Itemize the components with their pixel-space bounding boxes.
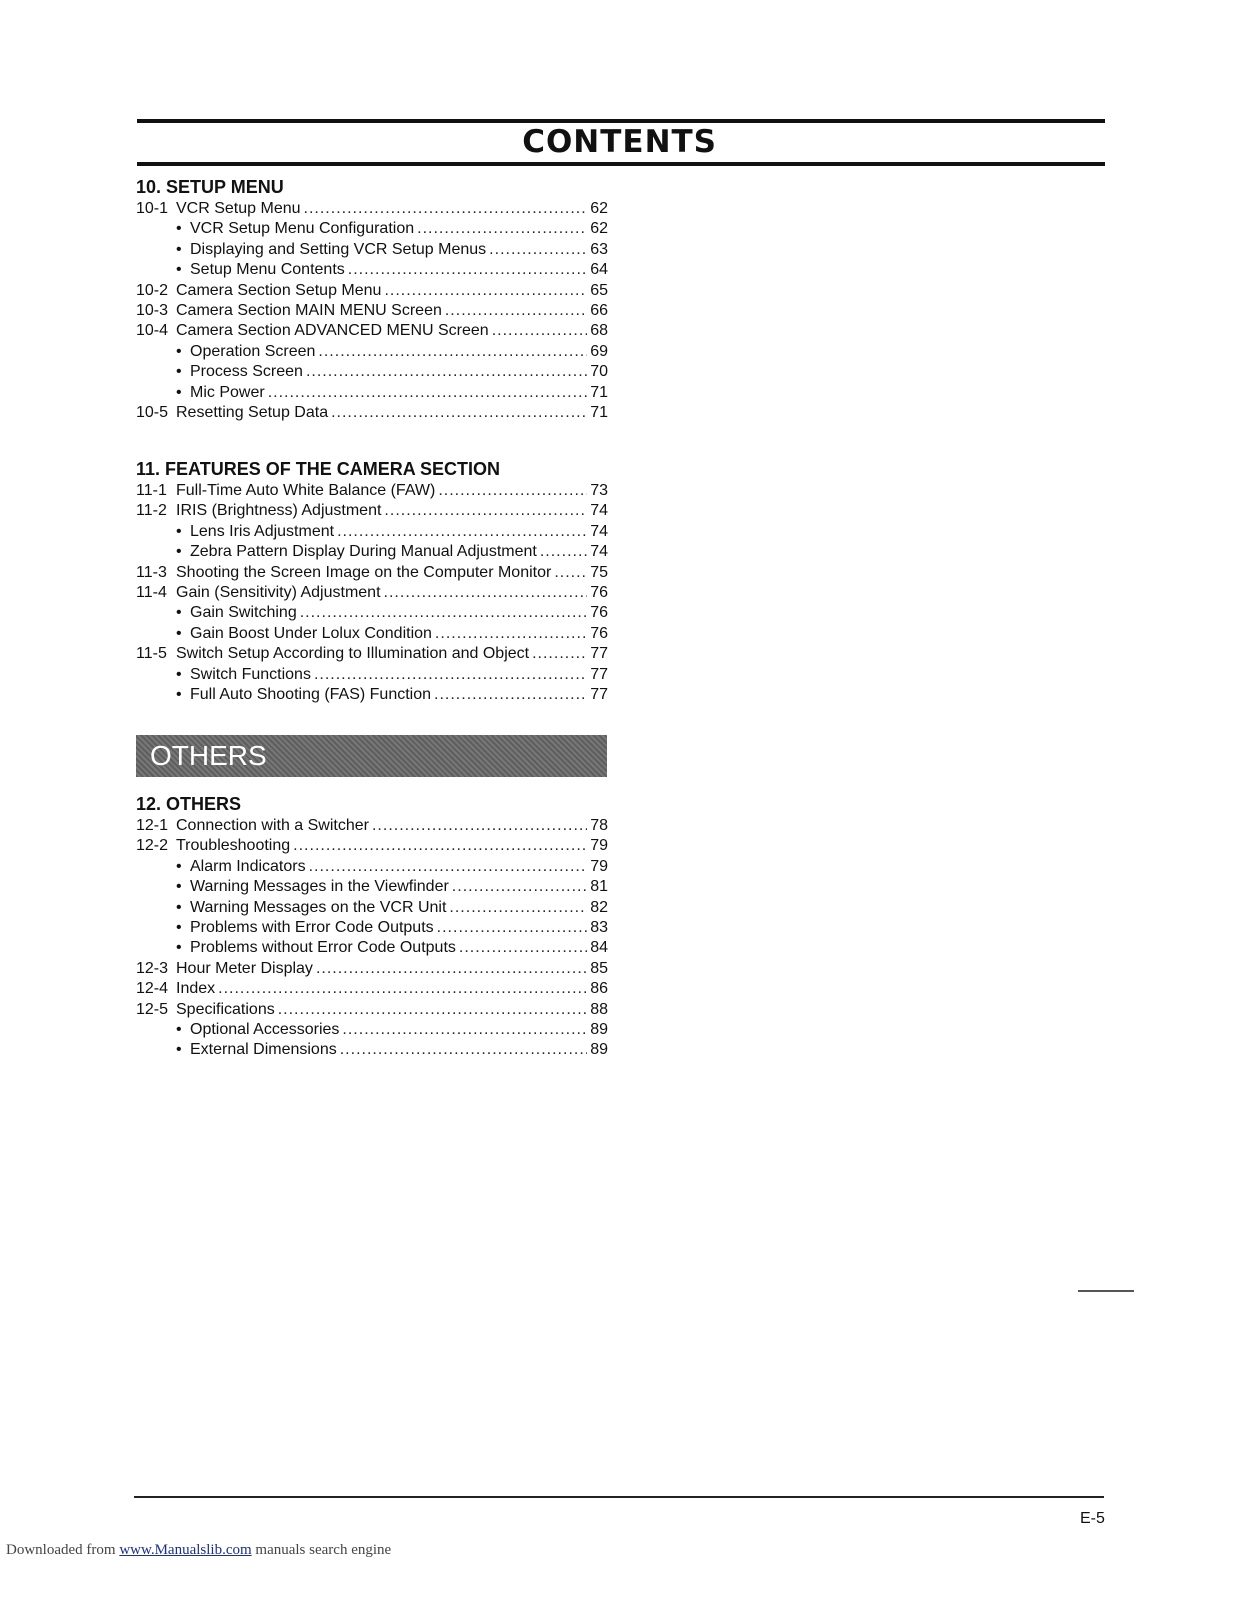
dot-leader [304, 199, 587, 219]
dot-leader [309, 857, 587, 877]
toc-entry-title: Displaying and Setting VCR Setup Menus [190, 240, 487, 258]
dot-leader [300, 603, 587, 623]
toc-entry-title: Full Auto Shooting (FAS) Function [190, 685, 432, 703]
bullet-icon: • [176, 624, 182, 642]
toc-section-setup-menu [136, 175, 608, 423]
toc-entry-page: 89 [590, 1041, 608, 1059]
toc-entry-page: 81 [590, 878, 608, 896]
footer-prefix: Downloaded from [6, 1542, 120, 1558]
dot-leader [435, 624, 587, 644]
toc-entry-number: 10-2 [136, 281, 169, 299]
toc-entry[interactable] [136, 301, 608, 321]
toc-entry-number: 10-4 [136, 322, 169, 340]
toc-entry[interactable] [136, 979, 608, 999]
toc-entry[interactable] [136, 542, 608, 562]
dot-leader [445, 301, 587, 321]
toc-entry-page: 79 [590, 837, 608, 855]
toc-entry[interactable] [136, 383, 608, 403]
toc-entry-title: Optional Accessories [190, 1020, 340, 1038]
toc-entry-title: Switch Functions [190, 665, 311, 683]
toc-entry-title: Warning Messages in the Viewfinder [190, 878, 449, 896]
bullet-icon: • [176, 363, 182, 381]
bullet-icon: • [176, 665, 182, 683]
dot-leader [417, 219, 587, 239]
toc-entry[interactable] [136, 816, 608, 836]
toc-entry-title: Specifications [176, 1000, 275, 1018]
toc-entry[interactable] [136, 685, 608, 705]
toc-entry-title: IRIS (Brightness) Adjustment [176, 502, 382, 520]
toc-entry-page: 71 [590, 403, 608, 421]
toc-entry-page: 64 [590, 261, 608, 279]
toc-entry-title: Full-Time Auto White Balance (FAW) [176, 482, 436, 499]
toc-entry-number: 12-4 [136, 980, 169, 998]
bullet-icon: • [176, 939, 182, 957]
toc-entry-title: Zebra Pattern Display During Manual Adjustment [190, 543, 537, 561]
toc-entry-title: Hour Meter Display [176, 959, 313, 977]
toc-entry[interactable] [136, 501, 608, 521]
others-banner [136, 735, 607, 777]
bullet-icon: • [176, 261, 182, 279]
toc-entry-title: Camera Section MAIN MENU Screen [176, 301, 442, 319]
toc-entry[interactable] [136, 199, 608, 219]
page-title: CONTENTS [522, 124, 717, 160]
dot-leader [340, 1040, 587, 1060]
toc-entry-title: External Dimensions [190, 1041, 337, 1059]
toc-entry-number: 10-5 [136, 403, 169, 421]
toc-entry-title: Alarm Indicators [190, 857, 306, 875]
toc-entry-page: 86 [590, 980, 608, 998]
toc-entry[interactable] [136, 644, 608, 664]
toc-entry-page: 62 [590, 200, 608, 217]
toc-entry-title: VCR Setup Menu [176, 200, 301, 217]
toc-entry[interactable] [136, 665, 608, 685]
toc-entry-number: 11-5 [136, 645, 167, 663]
bullet-icon: • [176, 898, 182, 916]
toc-entry[interactable] [136, 481, 608, 501]
toc-entry[interactable] [136, 563, 608, 583]
dot-leader [532, 644, 587, 664]
toc-entry[interactable] [136, 1020, 608, 1040]
toc-entry-page: 85 [590, 959, 608, 977]
toc-entry-title: Index [176, 980, 216, 998]
toc-entry[interactable] [136, 959, 608, 979]
dot-leader [540, 542, 587, 562]
scan-mark [1078, 1290, 1134, 1292]
bullet-icon: • [176, 1020, 182, 1038]
dot-leader [384, 501, 587, 521]
toc-entry-page: 77 [590, 685, 608, 703]
toc-entry-title: Mic Power [190, 383, 265, 401]
toc-entry[interactable] [136, 281, 608, 301]
toc-entry-title: Warning Messages on the VCR Unit [190, 898, 447, 916]
dot-leader [348, 260, 587, 280]
toc-entry-page: 76 [590, 624, 608, 642]
section-heading: 12. OTHERS [136, 794, 242, 814]
toc-entry-page: 78 [590, 817, 608, 834]
toc-entry-title: Setup Menu Contents [190, 261, 345, 279]
toc-entry-page: 89 [590, 1020, 608, 1038]
toc-entry-number: 12-2 [136, 837, 169, 855]
dot-leader [449, 898, 587, 918]
toc-entry[interactable] [136, 1040, 608, 1060]
toc-section-others [136, 792, 608, 1061]
dot-leader [337, 522, 587, 542]
toc-entry-page: 62 [590, 220, 608, 238]
toc-entry-page: 83 [590, 918, 608, 936]
toc-entry-title: Gain Boost Under Lolux Condition [190, 624, 432, 642]
toc-entry-number: 11-3 [136, 563, 167, 581]
toc-entry-title: Resetting Setup Data [176, 403, 329, 421]
toc-entry[interactable] [136, 362, 608, 382]
toc-entry-page: 75 [590, 563, 608, 581]
toc-entry-page: 71 [590, 383, 608, 401]
dot-leader [489, 240, 587, 260]
dot-leader [384, 281, 587, 301]
toc-entry-title: Problems without Error Code Outputs [190, 939, 456, 957]
toc-entry[interactable] [136, 240, 608, 260]
footer-suffix: manuals search engine [251, 1542, 392, 1558]
dot-leader [434, 685, 587, 705]
title-bottom-rule [137, 162, 1105, 166]
page-number: E-5 [1080, 1510, 1105, 1527]
toc-entry[interactable] [136, 898, 608, 918]
toc-entry-number: 12-1 [136, 817, 169, 834]
toc-entry[interactable] [136, 403, 608, 423]
dot-leader [316, 959, 587, 979]
toc-entry-page: 74 [590, 543, 608, 561]
toc-entry-title: Switch Setup According to Illumination and Object [176, 645, 530, 663]
toc-entry-title: VCR Setup Menu Configuration [190, 220, 415, 238]
bullet-icon: • [176, 857, 182, 875]
toc-entry[interactable] [136, 219, 608, 239]
bullet-icon: • [176, 543, 182, 561]
toc-entry[interactable] [136, 938, 608, 958]
dot-leader [278, 1000, 587, 1020]
dot-leader [306, 362, 587, 382]
toc-entry[interactable] [136, 583, 608, 603]
toc-entry[interactable] [136, 857, 608, 877]
toc-entry-title: Camera Section Setup Menu [176, 281, 382, 299]
toc-entry-page: 76 [590, 604, 608, 622]
toc-entry-page: 88 [590, 1000, 608, 1018]
toc-entry-number: 11-4 [136, 583, 167, 601]
toc-entry[interactable] [136, 522, 608, 542]
toc-entry-number: 11-2 [136, 502, 167, 520]
toc-entry-page: 82 [590, 898, 608, 916]
bullet-icon: • [176, 1041, 182, 1059]
toc-entry[interactable] [136, 603, 608, 623]
dot-leader [218, 979, 587, 999]
toc-entry-title: Gain Switching [190, 604, 297, 622]
toc-entry-page: 66 [590, 301, 608, 319]
dot-leader [372, 816, 587, 836]
toc-entry-page: 73 [590, 482, 608, 499]
toc-entry-number: 10-3 [136, 301, 169, 319]
bullet-icon: • [176, 918, 182, 936]
toc-entry-title: Lens Iris Adjustment [190, 522, 335, 540]
bullet-icon: • [176, 240, 182, 258]
section-heading: 10. SETUP MENU [136, 177, 284, 197]
dot-leader [318, 342, 587, 362]
bullet-icon: • [176, 604, 182, 622]
bullet-icon: • [176, 383, 182, 401]
toc-entry-page: 84 [590, 939, 608, 957]
footer-rule [134, 1496, 1104, 1498]
toc-entry-title: Connection with a Switcher [176, 817, 369, 834]
bullet-icon: • [176, 342, 182, 360]
toc-entry-page: 69 [590, 342, 608, 360]
toc-entry[interactable] [136, 321, 608, 341]
bullet-icon: • [176, 685, 182, 703]
toc-entry-page: 77 [590, 665, 608, 683]
toc-entry[interactable] [136, 260, 608, 280]
dot-leader [437, 918, 587, 938]
toc-entry-title: Troubleshooting [176, 837, 291, 855]
toc-entry-page: 63 [590, 240, 608, 258]
manualslib-link[interactable]: www.Manualslib.com [119, 1542, 252, 1558]
bullet-icon: • [176, 878, 182, 896]
dot-leader [331, 403, 587, 423]
dot-leader [452, 877, 587, 897]
toc-entry-page: 77 [590, 645, 608, 663]
others-banner-label: OTHERS [150, 740, 267, 771]
toc-entry-page: 79 [590, 857, 608, 875]
toc-entry-page: 74 [590, 522, 608, 540]
toc-entry-title: Shooting the Screen Image on the Computer Monitor [176, 563, 552, 581]
bullet-icon: • [176, 220, 182, 238]
toc-entry-title: Camera Section ADVANCED MENU Screen [176, 322, 489, 340]
toc-entry-number: 10-1 [136, 200, 169, 217]
section-heading: 11. FEATURES OF THE CAMERA SECTION [136, 459, 501, 479]
dot-leader [438, 481, 587, 501]
toc-entry-title: Problems with Error Code Outputs [190, 918, 434, 936]
toc-entry-number: 12-5 [136, 1000, 169, 1018]
toc-entry[interactable] [136, 1000, 608, 1020]
toc-entry[interactable] [136, 918, 608, 938]
dot-leader [459, 938, 587, 958]
toc-entry-title: Process Screen [190, 363, 303, 381]
dot-leader [384, 583, 587, 603]
toc-entry-page: 74 [590, 502, 608, 520]
dot-leader [492, 321, 587, 341]
toc-section-camera-features [136, 457, 608, 705]
toc-entry-number: 12-3 [136, 959, 169, 977]
toc-entry[interactable] [136, 877, 608, 897]
dot-leader [342, 1020, 587, 1040]
toc-entry-page: 70 [590, 363, 608, 381]
toc-entry-page: 68 [590, 322, 608, 340]
title-top-rule [137, 119, 1105, 123]
toc-entry-title: Gain (Sensitivity) Adjustment [176, 583, 381, 601]
dot-leader [314, 665, 587, 685]
download-footer [6, 1542, 391, 1559]
bullet-icon: • [176, 522, 182, 540]
toc-entry-title: Operation Screen [190, 342, 316, 360]
toc-entry-page: 76 [590, 583, 608, 601]
toc-entry[interactable] [136, 342, 608, 362]
toc-entry-number: 11-1 [136, 482, 167, 499]
dot-leader [293, 836, 587, 856]
dot-leader [268, 383, 587, 403]
toc-entry[interactable] [136, 624, 608, 644]
toc-entry[interactable] [136, 836, 608, 856]
dot-leader [554, 563, 587, 583]
toc-entry-page: 65 [590, 281, 608, 299]
